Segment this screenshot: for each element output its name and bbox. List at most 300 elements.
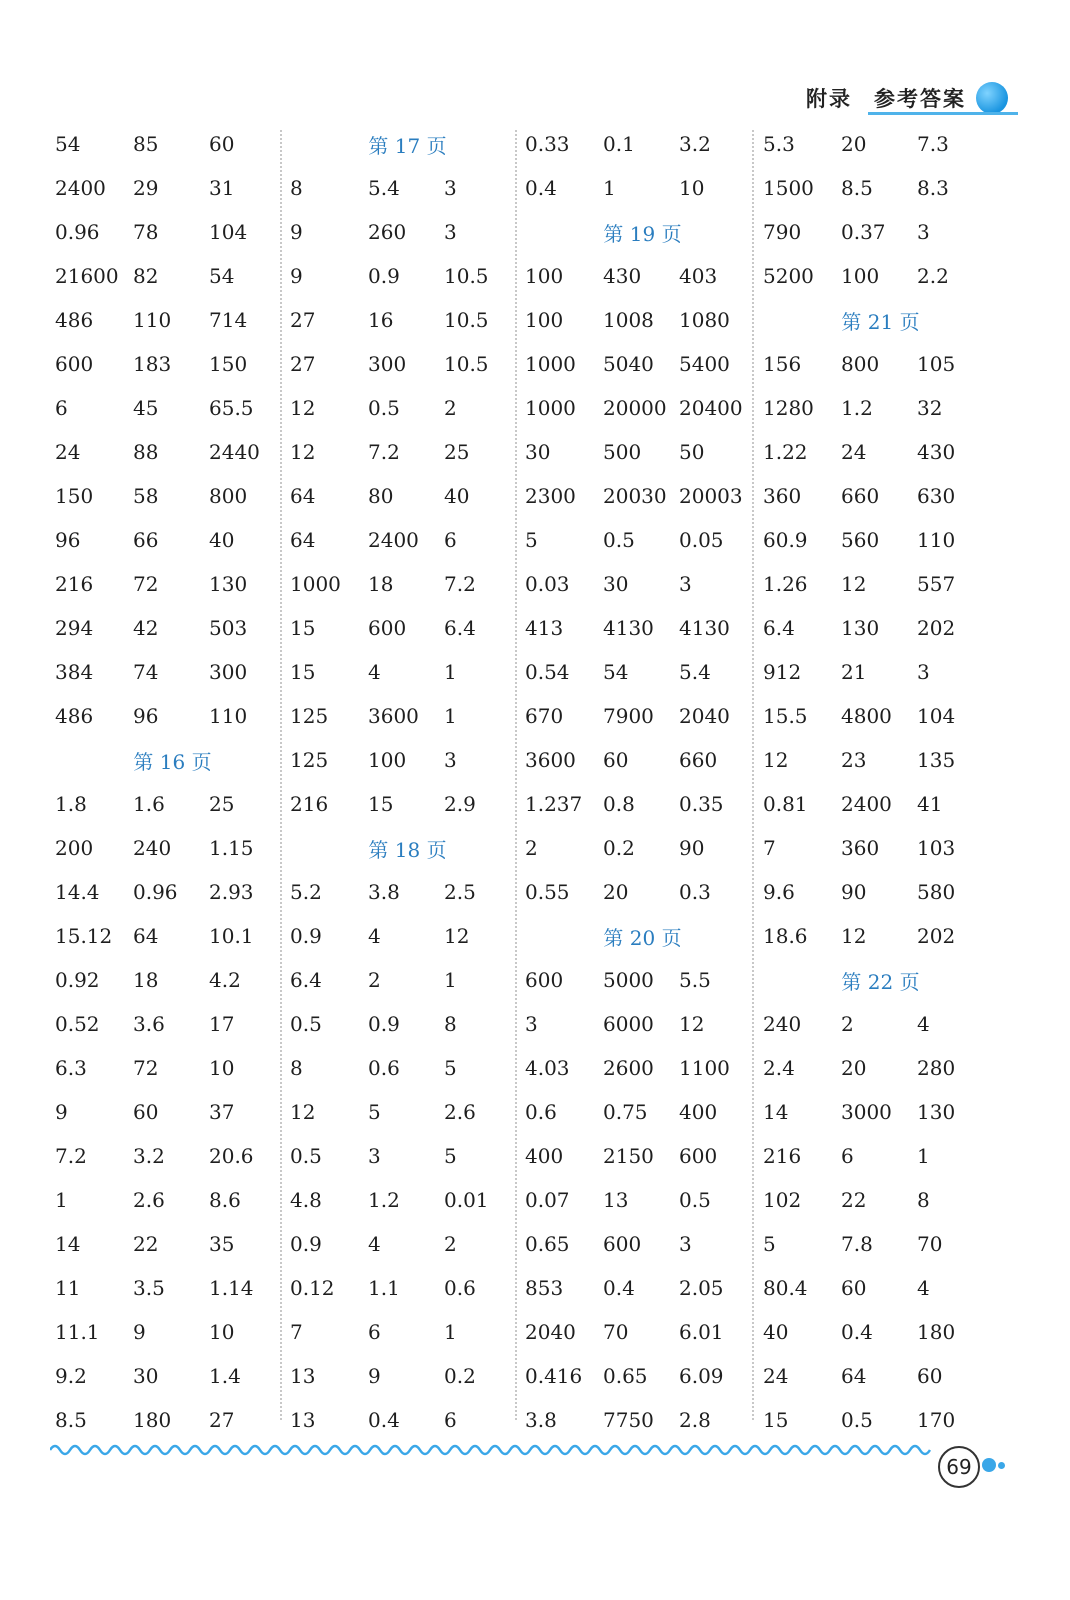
- answer-value: 20030: [603, 484, 667, 508]
- answer-value: 800: [209, 484, 248, 508]
- answer-value: 0.4: [368, 1408, 400, 1432]
- answer-value: 4130: [603, 616, 654, 640]
- answer-value: 4.03: [525, 1056, 570, 1080]
- answer-value: 8.3: [917, 176, 949, 200]
- answer-value: 104: [209, 220, 248, 244]
- page-number-dot-small: [998, 1462, 1005, 1469]
- answer-value: 600: [55, 352, 94, 376]
- answer-value: 5400: [679, 352, 730, 376]
- answer-row: [55, 1222, 290, 1266]
- answer-value: 10.5: [444, 308, 489, 332]
- answer-row: [763, 1310, 998, 1354]
- answer-value: 88: [133, 440, 159, 464]
- answer-value: 18: [368, 572, 394, 596]
- answer-row: [55, 1134, 290, 1178]
- answer-value: 12: [841, 924, 867, 948]
- answer-value: 0.33: [525, 132, 570, 156]
- answer-value: 74: [133, 660, 159, 684]
- answer-value: 0.2: [603, 836, 635, 860]
- answer-row: [290, 254, 525, 298]
- answer-value: 6: [841, 1144, 854, 1168]
- answer-value: 7.2: [55, 1144, 87, 1168]
- answer-value: 13: [290, 1364, 316, 1388]
- answer-value: 11: [55, 1276, 81, 1300]
- answer-row: [763, 210, 998, 254]
- answer-row: [763, 430, 998, 474]
- answer-value: 7.3: [917, 132, 949, 156]
- answer-value: 660: [679, 748, 718, 772]
- answer-value: 714: [209, 308, 248, 332]
- answer-row: [525, 254, 760, 298]
- answer-row: [290, 1222, 525, 1266]
- answer-value: 30: [525, 440, 551, 464]
- answer-value: 2: [444, 1232, 457, 1256]
- answer-value: 400: [679, 1100, 718, 1124]
- answer-value: 9: [290, 220, 303, 244]
- answer-value: 1.1: [368, 1276, 400, 1300]
- answer-value: 156: [763, 352, 802, 376]
- answer-value: 360: [841, 836, 880, 860]
- answer-value: 0.1: [603, 132, 635, 156]
- answer-row: [290, 166, 525, 210]
- answer-value: 2040: [525, 1320, 576, 1344]
- answer-row: [763, 1178, 998, 1222]
- answer-value: 360: [763, 484, 802, 508]
- answer-value: 27: [209, 1408, 235, 1432]
- answer-value: 82: [133, 264, 159, 288]
- answer-value: 1.22: [763, 440, 808, 464]
- answer-value: 1.26: [763, 572, 808, 596]
- answer-value: 12: [679, 1012, 705, 1036]
- answer-value: 3: [917, 220, 930, 244]
- answer-row: [290, 650, 525, 694]
- answer-value: 1100: [679, 1056, 730, 1080]
- answer-value: 12: [290, 396, 316, 420]
- answer-value: 7.2: [444, 572, 476, 596]
- answer-value: 12: [444, 924, 470, 948]
- answer-row: [290, 1354, 525, 1398]
- answer-row: [525, 430, 760, 474]
- answer-value: 2.6: [444, 1100, 476, 1124]
- answer-row: [763, 562, 998, 606]
- answer-value: 10: [209, 1056, 235, 1080]
- answer-value: 40: [763, 1320, 789, 1344]
- answer-value: 1500: [763, 176, 814, 200]
- answer-value: 0.9: [290, 1232, 322, 1256]
- answer-row: [290, 474, 525, 518]
- answer-value: 16: [368, 308, 394, 332]
- answer-value: 60.9: [763, 528, 808, 552]
- answer-value: 12: [290, 1100, 316, 1124]
- answer-row: [525, 562, 760, 606]
- answer-value: 2150: [603, 1144, 654, 1168]
- answer-value: 80: [368, 484, 394, 508]
- answer-row: [290, 1090, 525, 1134]
- answer-row: [525, 1266, 760, 1310]
- answer-value: 110: [917, 528, 956, 552]
- answer-value: 0.37: [841, 220, 886, 244]
- answer-value: 1.4: [209, 1364, 241, 1388]
- answer-value: 0.8: [603, 792, 635, 816]
- answer-value: 27: [290, 308, 316, 332]
- answer-value: 4.8: [290, 1188, 322, 1212]
- answer-value: 2600: [603, 1056, 654, 1080]
- answer-value: 0.92: [55, 968, 100, 992]
- answer-row: [763, 254, 998, 298]
- answer-value: 0.07: [525, 1188, 570, 1212]
- answer-value: 20400: [679, 396, 743, 420]
- answer-row: [290, 430, 525, 474]
- answer-value: 6000: [603, 1012, 654, 1036]
- answer-value: 1.14: [209, 1276, 254, 1300]
- answer-row: [525, 650, 760, 694]
- answer-value: 2.5: [444, 880, 476, 904]
- answer-row: [290, 870, 525, 914]
- answer-value: 100: [841, 264, 880, 288]
- answer-value: 12: [290, 440, 316, 464]
- answer-value: 21600: [55, 264, 119, 288]
- answer-value: 90: [841, 880, 867, 904]
- answer-value: 280: [917, 1056, 956, 1080]
- answer-row: [55, 1178, 290, 1222]
- answer-value: 20: [603, 880, 629, 904]
- answer-value: 0.96: [55, 220, 100, 244]
- answer-value: 12: [763, 748, 789, 772]
- answer-row: [290, 1046, 525, 1090]
- answer-value: 6.4: [290, 968, 322, 992]
- answer-value: 8.6: [209, 1188, 241, 1212]
- answer-value: 35: [209, 1232, 235, 1256]
- column-divider: [515, 130, 517, 1420]
- answer-value: 3.8: [525, 1408, 557, 1432]
- answer-row: [525, 342, 760, 386]
- answer-row: [525, 386, 760, 430]
- answer-value: 384: [55, 660, 94, 684]
- answer-value: 70: [917, 1232, 943, 1256]
- answer-value: 13: [603, 1188, 629, 1212]
- answer-value: 15.5: [763, 704, 808, 728]
- answer-value: 6: [444, 528, 457, 552]
- answer-column-3: [525, 122, 760, 1442]
- answer-value: 0.4: [603, 1276, 635, 1300]
- answer-value: 3.6: [133, 1012, 165, 1036]
- answer-value: 800: [841, 352, 880, 376]
- answer-value: 90: [679, 836, 705, 860]
- answer-row: [525, 474, 760, 518]
- answer-value: 180: [133, 1408, 172, 1432]
- answer-value: 2440: [209, 440, 260, 464]
- answer-value: 150: [55, 484, 94, 508]
- answer-row: [525, 958, 760, 1002]
- answer-value: 2: [525, 836, 538, 860]
- answer-row: [525, 1002, 760, 1046]
- answer-value: 2400: [368, 528, 419, 552]
- answer-row: [55, 430, 290, 474]
- answer-row: [55, 1354, 290, 1398]
- answer-value: 0.75: [603, 1100, 648, 1124]
- answer-value: 0.03: [525, 572, 570, 596]
- answer-row: [55, 518, 290, 562]
- answer-value: 96: [133, 704, 159, 728]
- answer-value: 5.5: [679, 968, 711, 992]
- answer-value: 4.2: [209, 968, 241, 992]
- answer-value: 18: [133, 968, 159, 992]
- answer-value: 14: [763, 1100, 789, 1124]
- answer-value: 0.01: [444, 1188, 489, 1212]
- answer-value: 5: [444, 1144, 457, 1168]
- answer-value: 42: [133, 616, 159, 640]
- answer-value: 8.5: [55, 1408, 87, 1432]
- answer-value: 135: [917, 748, 956, 772]
- answer-value: 6.4: [763, 616, 795, 640]
- answer-value: 300: [368, 352, 407, 376]
- answer-value: 130: [841, 616, 880, 640]
- answer-value: 64: [290, 484, 316, 508]
- answer-row: [763, 694, 998, 738]
- answer-value: 60: [603, 748, 629, 772]
- answer-value: 20: [841, 132, 867, 156]
- answer-value: 0.96: [133, 880, 178, 904]
- header-decoration-ball: [976, 82, 1008, 114]
- answer-value: 180: [917, 1320, 956, 1344]
- answer-value: 24: [55, 440, 81, 464]
- answer-value: 0.9: [368, 1012, 400, 1036]
- answer-row: [290, 1310, 525, 1354]
- answer-value: 54: [603, 660, 629, 684]
- answer-value: 202: [917, 616, 956, 640]
- answer-value: 3600: [368, 704, 419, 728]
- answer-value: 100: [525, 264, 564, 288]
- answer-value: 110: [133, 308, 172, 332]
- answer-row: [290, 1398, 525, 1442]
- answer-row: [763, 606, 998, 650]
- page-heading: 第 21 页: [841, 309, 920, 334]
- answer-row: [525, 1398, 760, 1442]
- answer-value: 0.55: [525, 880, 570, 904]
- answer-row: [525, 1222, 760, 1266]
- answer-value: 3: [444, 220, 457, 244]
- answer-value: 2.2: [917, 264, 949, 288]
- answer-value: 7: [290, 1320, 303, 1344]
- answer-row: [525, 694, 760, 738]
- answer-value: 50: [679, 440, 705, 464]
- column-divider: [280, 130, 282, 1420]
- answer-value: 3: [679, 1232, 692, 1256]
- answer-row: [55, 1002, 290, 1046]
- answer-value: 23: [841, 748, 867, 772]
- answer-value: 6: [368, 1320, 381, 1344]
- answer-value: 3000: [841, 1100, 892, 1124]
- answer-value: 1.2: [841, 396, 873, 420]
- answer-value: 54: [55, 132, 81, 156]
- answer-value: 6.01: [679, 1320, 724, 1344]
- answer-value: 9: [290, 264, 303, 288]
- answer-value: 0.52: [55, 1012, 100, 1036]
- answer-value: 64: [841, 1364, 867, 1388]
- answer-value: 25: [209, 792, 235, 816]
- answer-value: 1080: [679, 308, 730, 332]
- appendix-label: 附录: [806, 87, 852, 111]
- answer-row: [763, 518, 998, 562]
- answer-value: 0.6: [368, 1056, 400, 1080]
- answer-value: 15.12: [55, 924, 113, 948]
- answer-row: [290, 1266, 525, 1310]
- answer-value: 60: [209, 132, 235, 156]
- answer-row: [763, 1134, 998, 1178]
- answer-row: [55, 694, 290, 738]
- answer-value: 45: [133, 396, 159, 420]
- answer-row: [763, 738, 998, 782]
- answer-value: 8.5: [841, 176, 873, 200]
- answer-value: 102: [763, 1188, 802, 1212]
- answer-value: 21: [841, 660, 867, 684]
- answer-row: [763, 1002, 998, 1046]
- answer-value: 85: [133, 132, 159, 156]
- answer-row: [763, 166, 998, 210]
- answer-value: 2040: [679, 704, 730, 728]
- answer-row: [55, 826, 290, 870]
- answer-value: 1.15: [209, 836, 254, 860]
- answer-value: 183: [133, 352, 172, 376]
- answer-value: 0.54: [525, 660, 570, 684]
- answer-value: 3: [444, 176, 457, 200]
- answer-value: 0.81: [763, 792, 808, 816]
- answer-value: 20: [841, 1056, 867, 1080]
- answer-value: 170: [917, 1408, 956, 1432]
- answer-value: 2: [368, 968, 381, 992]
- answer-value: 32: [917, 396, 943, 420]
- answer-value: 60: [917, 1364, 943, 1388]
- answer-row: [290, 298, 525, 342]
- answer-value: 2.4: [763, 1056, 795, 1080]
- answer-value: 1.237: [525, 792, 583, 816]
- answer-row: [55, 386, 290, 430]
- answer-value: 240: [133, 836, 172, 860]
- answer-value: 1.6: [133, 792, 165, 816]
- answer-value: 4: [368, 924, 381, 948]
- page-heading: 第 20 页: [603, 925, 682, 950]
- answer-row: [290, 518, 525, 562]
- answer-value: 6.3: [55, 1056, 87, 1080]
- answer-value: 0.6: [525, 1100, 557, 1124]
- answer-value: 0.2: [444, 1364, 476, 1388]
- answer-value: 100: [525, 308, 564, 332]
- answer-value: 3: [917, 660, 930, 684]
- answer-value: 216: [55, 572, 94, 596]
- answer-value: 486: [55, 704, 94, 728]
- answer-row: [55, 958, 290, 1002]
- answer-value: 5: [525, 528, 538, 552]
- answer-value: 0.65: [525, 1232, 570, 1256]
- answer-value: 5200: [763, 264, 814, 288]
- answer-row: [763, 650, 998, 694]
- answer-row: [763, 122, 998, 166]
- answer-value: 1: [917, 1144, 930, 1168]
- answer-value: 2.8: [679, 1408, 711, 1432]
- answer-value: 6: [55, 396, 68, 420]
- answer-value: 1008: [603, 308, 654, 332]
- answer-value: 4: [368, 660, 381, 684]
- answer-column-4: [763, 122, 998, 1442]
- answer-value: 4800: [841, 704, 892, 728]
- column-divider: [752, 130, 754, 1420]
- answer-row: [55, 870, 290, 914]
- answer-row: [55, 562, 290, 606]
- answer-value: 15: [290, 660, 316, 684]
- answer-value: 5040: [603, 352, 654, 376]
- answer-value: 3: [368, 1144, 381, 1168]
- answer-value: 5000: [603, 968, 654, 992]
- answer-row: [763, 342, 998, 386]
- page-heading: 第 16 页: [133, 749, 212, 774]
- answer-value: 105: [917, 352, 956, 376]
- answer-value: 70: [603, 1320, 629, 1344]
- answer-value: 260: [368, 220, 407, 244]
- answer-value: 1000: [525, 396, 576, 420]
- answer-value: 630: [917, 484, 956, 508]
- answer-value: 3600: [525, 748, 576, 772]
- answer-row: [525, 166, 760, 210]
- answer-value: 430: [917, 440, 956, 464]
- page-heading: 第 19 页: [603, 221, 682, 246]
- answer-value: 30: [133, 1364, 159, 1388]
- answer-value: 660: [841, 484, 880, 508]
- answer-row: [290, 914, 525, 958]
- answer-value: 560: [841, 528, 880, 552]
- answer-value: 6.4: [444, 616, 476, 640]
- answer-value: 2.6: [133, 1188, 165, 1212]
- answer-value: 0.05: [679, 528, 724, 552]
- answer-value: 0.5: [679, 1188, 711, 1212]
- page-header: [806, 80, 1008, 116]
- answer-value: 10.1: [209, 924, 254, 948]
- answer-row: [525, 826, 760, 870]
- answer-value: 3: [444, 748, 457, 772]
- answer-value: 912: [763, 660, 802, 684]
- answer-value: 9: [55, 1100, 68, 1124]
- answer-value: 17: [209, 1012, 235, 1036]
- answer-row: [55, 782, 290, 826]
- answer-value: 0.3: [679, 880, 711, 904]
- answer-value: 2: [841, 1012, 854, 1036]
- answer-value: 10.5: [444, 264, 489, 288]
- answer-value: 4: [368, 1232, 381, 1256]
- answer-value: 104: [917, 704, 956, 728]
- answer-value: 25: [444, 440, 470, 464]
- answer-value: 7: [763, 836, 776, 860]
- answer-value: 15: [763, 1408, 789, 1432]
- answer-row: [525, 870, 760, 914]
- answer-row: [55, 914, 290, 958]
- answer-value: 130: [209, 572, 248, 596]
- answer-value: 5.2: [290, 880, 322, 904]
- answer-value: 15: [368, 792, 394, 816]
- answer-row: [290, 342, 525, 386]
- answer-value: 413: [525, 616, 564, 640]
- answer-value: 72: [133, 572, 159, 596]
- answer-value: 6: [444, 1408, 457, 1432]
- answer-value: 30: [603, 572, 629, 596]
- answer-row: [763, 474, 998, 518]
- answer-row: [290, 210, 525, 254]
- answer-value: 1.8: [55, 792, 87, 816]
- answer-row: [525, 1046, 760, 1090]
- answer-value: 27: [290, 352, 316, 376]
- answer-value: 0.5: [290, 1144, 322, 1168]
- answer-row: [763, 1222, 998, 1266]
- answer-value: 4130: [679, 616, 730, 640]
- answer-row: [763, 914, 998, 958]
